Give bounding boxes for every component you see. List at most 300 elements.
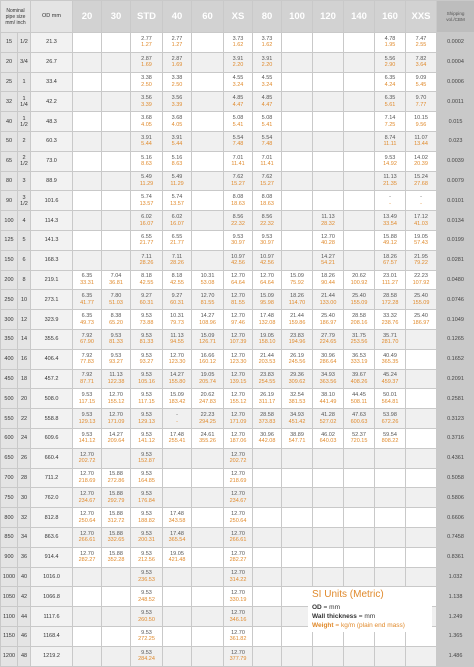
schedule-cell — [253, 389, 282, 409]
table-row — [1, 468, 474, 488]
wall-thickness: 7.80 — [102, 293, 130, 300]
schedule-cell — [253, 250, 282, 270]
empty-cell — [192, 250, 224, 270]
wall-thickness: 14.27 — [313, 254, 343, 261]
schedule-cell — [224, 151, 253, 171]
schedule-header: 80 — [253, 1, 282, 33]
schedule-cell — [131, 250, 163, 270]
schedule-cell — [224, 230, 253, 250]
schedule-cell — [313, 369, 344, 389]
weight: 672.26 — [375, 419, 405, 426]
weight: 13.57 — [131, 201, 162, 208]
wall-thickness: 12.70 — [224, 551, 252, 558]
schedule-cell — [224, 191, 253, 211]
weight: 152.87 — [131, 458, 162, 465]
shipping-header: Shipping vol./CBM — [437, 1, 474, 33]
wall-thickness: 6.55 — [131, 234, 162, 241]
schedule-cell — [282, 428, 313, 448]
wall-thickness: 3.91 — [131, 135, 162, 142]
empty-cell — [282, 211, 313, 231]
outer-diameter: 609.6 — [31, 428, 73, 448]
wall-thickness: 10.31 — [192, 273, 223, 280]
schedule-header: XS — [224, 1, 253, 33]
empty-cell — [73, 230, 102, 250]
weight: 81.55 — [224, 300, 252, 307]
wall-thickness: 7.14 — [375, 115, 405, 122]
empty-cell — [192, 646, 224, 666]
wall-thickness: 8.56 — [253, 214, 281, 221]
schedule-cell — [253, 230, 282, 250]
weight: 95.98 — [253, 300, 281, 307]
schedule-cell — [253, 112, 282, 132]
wall-thickness: 8.74 — [375, 135, 405, 142]
empty-cell — [313, 92, 344, 112]
weight: 4.47 — [224, 102, 252, 109]
wall-thickness: 10.97 — [224, 254, 252, 261]
weight: 333.19 — [344, 359, 374, 366]
wall-thickness: 12.70 — [73, 452, 101, 459]
weight: 508.11 — [344, 399, 374, 406]
wall-thickness: 36.53 — [344, 353, 374, 360]
schedule-cell — [131, 547, 163, 567]
empty-cell — [102, 211, 131, 231]
weight: 171.09 — [102, 419, 130, 426]
empty-cell — [344, 567, 375, 587]
wall-thickness: 12.70 — [224, 432, 252, 439]
weight: 9.56 — [406, 122, 436, 129]
nominal-size-mm: 700 — [1, 468, 18, 488]
empty-cell — [282, 171, 313, 191]
shipping-volume: 0.1049 — [437, 310, 474, 330]
empty-cell — [282, 92, 313, 112]
shipping-volume: 0.0002 — [437, 33, 474, 53]
weight: 5.44 — [131, 141, 162, 148]
empty-cell — [406, 389, 437, 409]
weight: 282.27 — [73, 557, 101, 564]
wall-thickness: 5.16 — [131, 155, 162, 162]
shipping-volume: 0.0004 — [437, 52, 474, 72]
schedule-cell — [224, 329, 253, 349]
schedule-cell — [131, 92, 163, 112]
schedule-cell — [102, 508, 131, 528]
empty-cell — [344, 527, 375, 547]
empty-cell — [102, 626, 131, 646]
wall-thickness: 21.95 — [406, 254, 436, 261]
weight: 361.82 — [224, 636, 252, 643]
shipping-volume: 0.0101 — [437, 191, 474, 211]
schedule-cell — [224, 626, 253, 646]
empty-cell — [375, 646, 406, 666]
outer-diameter: 101.6 — [31, 191, 73, 211]
weight: 11.29 — [131, 181, 162, 188]
table-row — [1, 131, 474, 151]
units-legend — [308, 587, 432, 632]
weight: 218.69 — [73, 478, 101, 485]
wall-thickness: 8.18 — [131, 273, 162, 280]
weight: 2.50 — [163, 82, 191, 89]
outer-diameter: 33.4 — [31, 72, 73, 92]
schedule-cell — [282, 329, 313, 349]
weight: 373.83 — [253, 419, 281, 426]
table-row — [1, 72, 474, 92]
wall-thickness: 12.70 — [224, 392, 252, 399]
weight: 224.65 — [313, 339, 343, 346]
outer-diameter: 711.2 — [31, 468, 73, 488]
weight: 81.55 — [192, 300, 223, 307]
weight: 155.09 — [406, 300, 436, 307]
table-row — [1, 369, 474, 389]
nominal-size-mm: 900 — [1, 547, 18, 567]
empty-cell — [102, 567, 131, 587]
table-row — [1, 329, 474, 349]
weight: 49.12 — [375, 240, 405, 247]
empty-cell — [375, 468, 406, 488]
empty-cell — [282, 527, 313, 547]
empty-cell — [313, 508, 344, 528]
schedule-header: 30 — [102, 1, 131, 33]
schedule-cell — [224, 52, 253, 72]
wall-thickness: 50.01 — [375, 392, 405, 399]
empty-cell — [192, 52, 224, 72]
nominal-size-mm: 1150 — [1, 626, 18, 646]
weight: 28.26 — [163, 260, 191, 267]
table-row — [1, 211, 474, 231]
table-row — [1, 409, 474, 429]
schedule-cell — [131, 428, 163, 448]
outer-diameter: 762.0 — [31, 488, 73, 508]
schedule-cell — [131, 191, 163, 211]
wall-thickness: 9.53 — [73, 392, 101, 399]
wall-thickness: 18.26 — [282, 293, 312, 300]
wall-thickness: 33.32 — [375, 313, 405, 320]
table-row — [1, 428, 474, 448]
weight: 114.70 — [282, 300, 312, 307]
weight: 3.39 — [163, 102, 191, 109]
weight: 21.77 — [163, 240, 191, 247]
schedule-cell — [102, 270, 131, 290]
outer-diameter: 323.9 — [31, 310, 73, 330]
wall-thickness: 17.48 — [253, 313, 281, 320]
wall-thickness: 9.53 — [131, 372, 162, 379]
schedule-cell — [224, 527, 253, 547]
schedule-cell — [253, 428, 282, 448]
wall-thickness: 15.09 — [282, 273, 312, 280]
table-row — [1, 389, 474, 409]
weight: 1.69 — [131, 62, 162, 69]
table-row — [1, 171, 474, 191]
wall-thickness: 19.05 — [192, 372, 223, 379]
schedule-cell — [102, 488, 131, 508]
weight: 343.58 — [163, 518, 191, 525]
schedule-cell — [163, 92, 192, 112]
weight: 164.85 — [131, 478, 162, 485]
schedule-cell — [406, 131, 437, 151]
weight: 93.27 — [131, 359, 162, 366]
nominal-size-mm: 800 — [1, 508, 18, 528]
schedule-cell — [375, 72, 406, 92]
weight: 117.15 — [131, 399, 162, 406]
weight: 117.15 — [73, 399, 101, 406]
schedule-cell — [224, 409, 253, 429]
weight: 64.64 — [253, 280, 281, 287]
weight: 2.90 — [375, 62, 405, 69]
nominal-size-inch: 24 — [18, 428, 31, 448]
nominal-size-mm: 40 — [1, 112, 18, 132]
shipping-volume: 0.7458 — [437, 527, 474, 547]
weight: 105.16 — [131, 379, 162, 386]
weight: 218.69 — [224, 478, 252, 485]
schedule-cell — [406, 230, 437, 250]
empty-cell — [253, 567, 282, 587]
outer-diameter: 457.2 — [31, 369, 73, 389]
empty-cell — [282, 646, 313, 666]
empty-cell — [344, 112, 375, 132]
empty-cell — [192, 151, 224, 171]
weight: 30.97 — [224, 240, 252, 247]
wall-thickness: 8.38 — [102, 313, 130, 320]
empty-cell — [102, 72, 131, 92]
nominal-size-inch: 3/4 — [18, 52, 31, 72]
weight: 309.62 — [282, 379, 312, 386]
weight: 248.52 — [131, 597, 162, 604]
schedule-cell — [253, 329, 282, 349]
schedule-cell — [313, 409, 344, 429]
shipping-volume: 1.486 — [437, 646, 474, 666]
schedule-cell — [73, 428, 102, 448]
schedule-cell — [313, 349, 344, 369]
weight: 18.63 — [224, 201, 252, 208]
wall-thickness: 31.75 — [344, 333, 374, 340]
schedule-header: 140 — [344, 1, 375, 33]
outer-diameter: 1219.2 — [31, 646, 73, 666]
shipping-volume: 0.5058 — [437, 468, 474, 488]
schedule-cell — [131, 151, 163, 171]
schedule-header: 20 — [73, 1, 102, 33]
weight: 158.10 — [253, 339, 281, 346]
wall-thickness: 15.88 — [102, 531, 130, 538]
wall-thickness: 11.07 — [406, 135, 436, 142]
weight: 57.43 — [406, 240, 436, 247]
nominal-size-mm: 65 — [1, 151, 18, 171]
shipping-volume: 0.0039 — [437, 151, 474, 171]
wall-thickness: 12.70 — [73, 551, 101, 558]
wall-thickness: 9.53 — [131, 313, 162, 320]
empty-cell — [192, 508, 224, 528]
schedule-cell — [224, 646, 253, 666]
weight: 123.30 — [224, 359, 252, 366]
schedule-cell — [313, 230, 344, 250]
weight: 40.28 — [313, 240, 343, 247]
schedule-cell — [224, 607, 253, 627]
shipping-volume: 1.138 — [437, 587, 474, 607]
wall-thickness: 30.96 — [253, 432, 281, 439]
wall-thickness: 28.58 — [375, 293, 405, 300]
weight: 16.07 — [131, 221, 162, 228]
weight: 11.41 — [253, 161, 281, 168]
empty-cell — [375, 488, 406, 508]
schedule-cell — [313, 329, 344, 349]
weight: 234.67 — [224, 498, 252, 505]
schedule-cell — [163, 211, 192, 231]
weight: 208.16 — [344, 320, 374, 327]
empty-cell — [73, 72, 102, 92]
weight: 2.50 — [131, 82, 162, 89]
weight: 194.96 — [282, 339, 312, 346]
schedule-cell — [344, 369, 375, 389]
nominal-size-inch: 3 — [18, 171, 31, 191]
wall-thickness: 40.49 — [375, 353, 405, 360]
empty-cell — [73, 52, 102, 72]
nominal-size-mm: 450 — [1, 369, 18, 389]
schedule-cell — [375, 230, 406, 250]
weight: 1.95 — [375, 42, 405, 49]
shipping-volume: 0.0079 — [437, 171, 474, 191]
empty-cell — [282, 567, 313, 587]
nominal-size-mm: 850 — [1, 527, 18, 547]
weight: 292.79 — [102, 498, 130, 505]
legend-weight-key: Weight — [312, 622, 334, 629]
weight: 311.17 — [253, 399, 281, 406]
empty-cell — [406, 349, 437, 369]
shipping-volume: 0.2581 — [437, 389, 474, 409]
schedule-cell — [163, 171, 192, 191]
nominal-size-mm: 1100 — [1, 607, 18, 627]
nominal-size-mm: 80 — [1, 171, 18, 191]
outer-diameter: 42.2 — [31, 92, 73, 112]
wall-thickness: 15.09 — [253, 293, 281, 300]
schedule-cell — [375, 131, 406, 151]
schedule-cell — [163, 349, 192, 369]
empty-cell — [163, 607, 192, 627]
wall-thickness: 6.35 — [73, 293, 101, 300]
wall-thickness: 12.70 — [224, 333, 252, 340]
nominal-size-inch: 26 — [18, 448, 31, 468]
shipping-volume: 1.365 — [437, 626, 474, 646]
schedule-cell — [406, 191, 437, 211]
weight: 79.22 — [406, 260, 436, 267]
empty-cell — [344, 547, 375, 567]
wall-thickness: 6.35 — [73, 273, 101, 280]
table-row — [1, 290, 474, 310]
weight: 28.32 — [313, 221, 343, 228]
outer-diameter: 660.4 — [31, 448, 73, 468]
wall-thickness: 3.68 — [131, 115, 162, 122]
schedule-cell — [282, 369, 313, 389]
weight: 87.71 — [73, 379, 101, 386]
schedule-cell — [224, 290, 253, 310]
empty-cell — [344, 33, 375, 53]
weight: 30.97 — [253, 240, 281, 247]
wall-thickness: 3.73 — [253, 36, 281, 43]
nominal-size-inch: 16 — [18, 349, 31, 369]
schedule-cell — [253, 310, 282, 330]
shipping-volume: 0.0006 — [437, 72, 474, 92]
wall-thickness: 5.49 — [131, 174, 162, 181]
empty-cell — [344, 488, 375, 508]
empty-cell — [192, 547, 224, 567]
empty-cell — [253, 607, 282, 627]
nominal-size-inch: 2 1/2 — [18, 151, 31, 171]
empty-cell — [375, 547, 406, 567]
weight: 332.65 — [102, 537, 130, 544]
outer-diameter: 219.1 — [31, 270, 73, 290]
wall-thickness: 9.27 — [131, 293, 162, 300]
weight: 107.39 — [224, 339, 252, 346]
wall-thickness: 9.53 — [131, 392, 162, 399]
empty-cell — [253, 547, 282, 567]
empty-cell — [406, 369, 437, 389]
wall-thickness: 9.53 — [224, 234, 252, 241]
wall-thickness: 12.70 — [224, 630, 252, 637]
shipping-volume: 0.3716 — [437, 428, 474, 448]
empty-cell — [344, 72, 375, 92]
empty-cell — [192, 211, 224, 231]
weight: 294.25 — [192, 419, 223, 426]
empty-cell — [192, 230, 224, 250]
empty-cell — [192, 527, 224, 547]
wall-thickness: 7.11 — [131, 254, 162, 261]
nominal-size-mm: 400 — [1, 349, 18, 369]
weight: 11.29 — [163, 181, 191, 188]
schedule-cell — [131, 646, 163, 666]
weight: 330.19 — [224, 597, 252, 604]
table-row — [1, 527, 474, 547]
wall-thickness: 14.27 — [192, 313, 223, 320]
legend-wall — [312, 612, 428, 621]
wall-thickness: 5.49 — [163, 174, 191, 181]
empty-cell — [73, 587, 102, 607]
weight: - — [375, 201, 405, 208]
weight: 253.56 — [344, 339, 374, 346]
wall-thickness: 14.27 — [102, 432, 130, 439]
wall-thickness: 12.70 — [73, 491, 101, 498]
weight: 442.08 — [253, 438, 281, 445]
wall-thickness: 12.70 — [313, 234, 343, 241]
empty-cell — [344, 151, 375, 171]
empty-cell — [163, 587, 192, 607]
wall-thickness: 5.74 — [163, 194, 191, 201]
wall-thickness: 45.24 — [375, 372, 405, 379]
weight: 441.49 — [313, 399, 343, 406]
legend-od-key: OD — [312, 604, 322, 611]
schedule-header: 100 — [282, 1, 313, 33]
wall-thickness: 34.93 — [282, 412, 312, 419]
weight: 60.31 — [131, 300, 162, 307]
schedule-cell — [192, 409, 224, 429]
schedule-cell — [131, 527, 163, 547]
empty-cell — [282, 230, 313, 250]
schedule-cell — [375, 369, 406, 389]
wall-thickness: 44.45 — [344, 392, 374, 399]
empty-cell — [282, 112, 313, 132]
empty-cell — [313, 112, 344, 132]
wall-thickness: 21.44 — [282, 313, 312, 320]
schedule-cell — [313, 270, 344, 290]
schedule-cell — [131, 349, 163, 369]
wall-thickness: 28.58 — [253, 412, 281, 419]
weight: 11.11 — [375, 141, 405, 148]
weight: 75.92 — [282, 280, 312, 287]
weight: 5.41 — [224, 122, 252, 129]
nominal-size-header: Nominal pipe size mm/ inch — [1, 1, 31, 33]
nominal-size-mm: 25 — [1, 72, 18, 92]
outer-diameter: 88.9 — [31, 171, 73, 191]
schedule-cell — [253, 409, 282, 429]
weight: 1.62 — [224, 42, 252, 49]
weight: 188.82 — [131, 518, 162, 525]
empty-cell — [73, 607, 102, 627]
empty-cell — [192, 92, 224, 112]
